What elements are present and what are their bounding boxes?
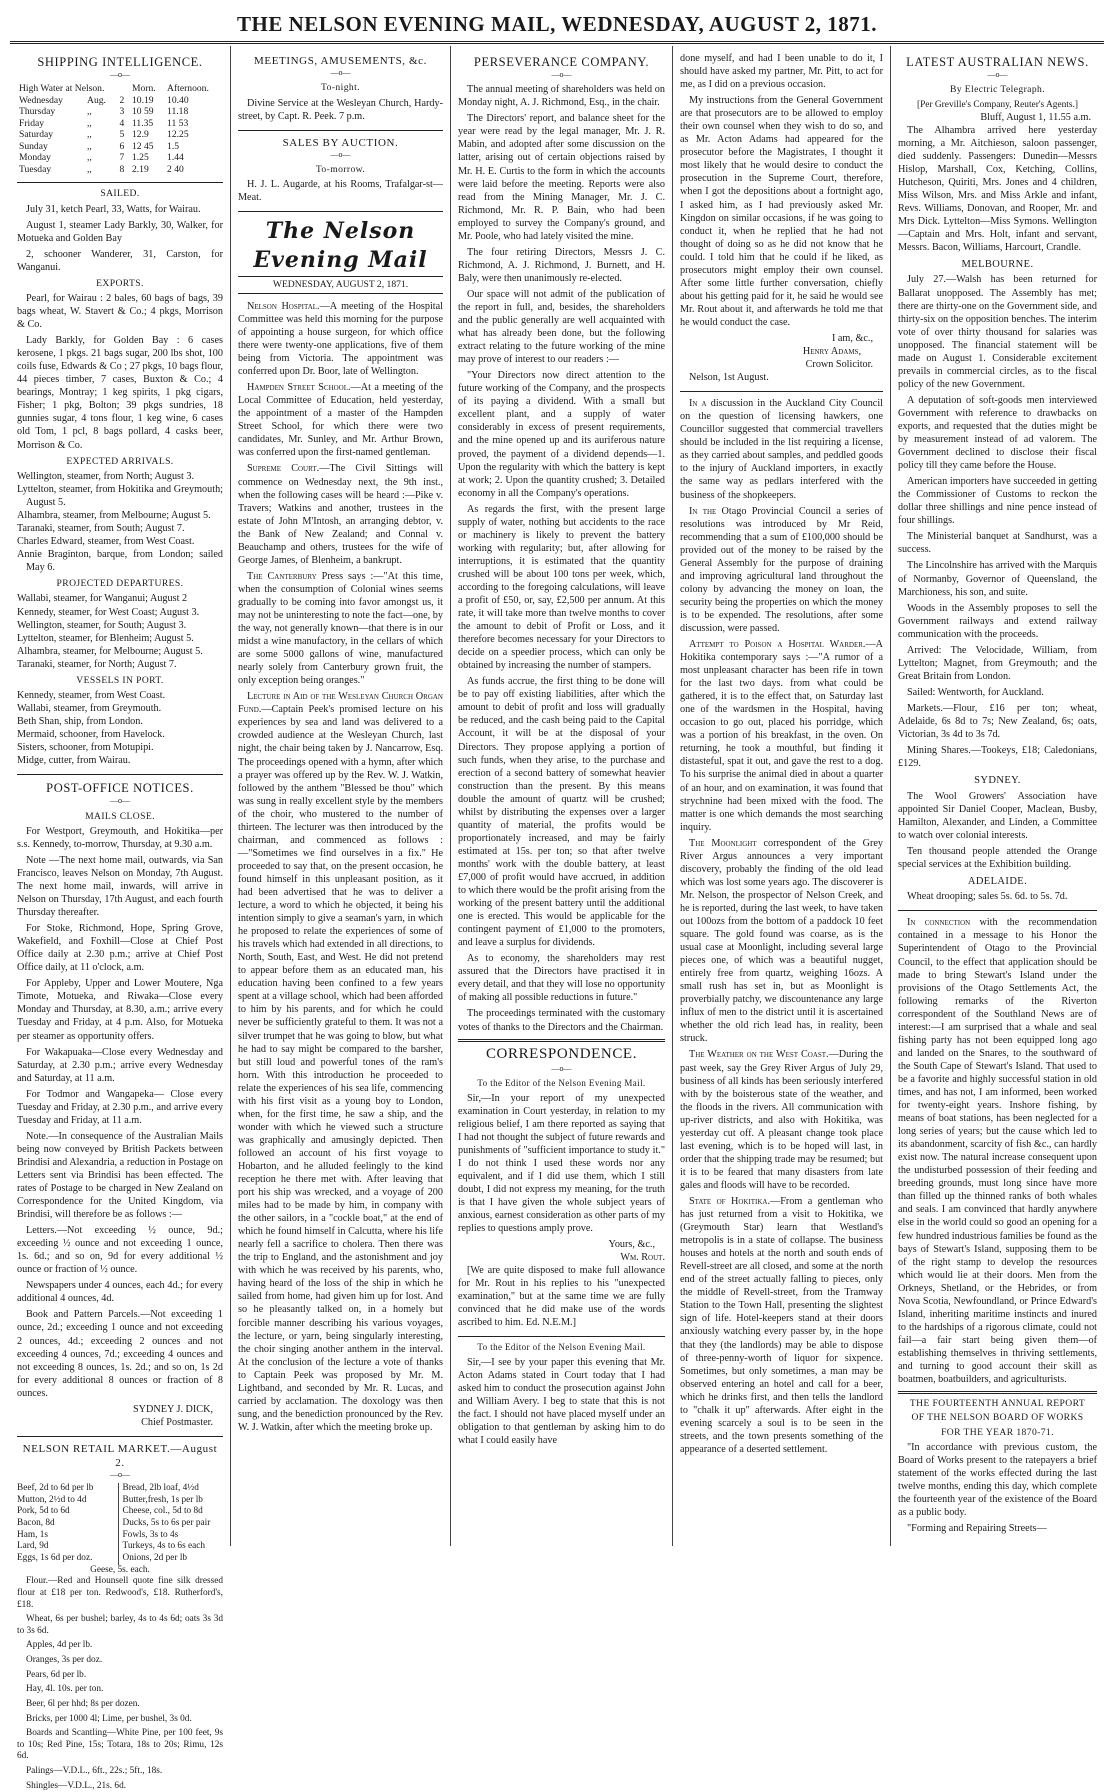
market-left (17, 1483, 118, 1564)
tide-cell-mark: ,, (87, 140, 92, 152)
column-1 (10, 46, 230, 1791)
tide-cell-date: 8 (119, 163, 125, 175)
tide-aft-header: Afternoon. (167, 83, 209, 95)
news-paragraph: The Alhambra arrived here yesterday morning, a Mr. Aitchieson, saloon passenger, died suddenly. Passengers: Dunedin—Messrs Hislop, Marshall, Cox, Ketching, Collins, Hutcheson, Quiriti, Mrs. Jones and 4 children, Miss Wilson, Mrs. and Miss Arkle and infant, Revs. Williams, Donovan, and Rooper, Mr. and Mrs Dick. Lyttelton—Miss Symons. Wellington—Captain and Mrs. Holt, infant and servant, Messrs. Bacon, Williams, Harcourt, Crandle. (898, 124, 1097, 253)
divider (238, 211, 443, 212)
tide-cell-mark: ,, (87, 152, 92, 164)
tide-cell-date: 6 (119, 140, 125, 152)
market-item: Mutton, 2½d to 4d (17, 1494, 87, 1505)
market-prices (17, 1483, 223, 1564)
market-item: Turkeys, 4s to 6s each (122, 1541, 206, 1552)
tomorrow-label: To-morrow. (315, 163, 366, 175)
news-paragraph: Wheat drooping; sales 5s. 6d. to 5s. 7d. (907, 891, 1068, 903)
letter-rout: Sir,—In your report of my unexpected examination in Court yesterday, in relation to my religious belief, I am there reported as saying that I had not thought the subject of future rewards and punishments of "sufficient importance to study it." I do not think I used these words nor any equivalent, and if I did use them, which I still doubt, I did not express my meaning, for the truth is that I have given the whole subject years of anxious, earnest consideration as other parts of my replies to questions amply prove. (458, 1092, 665, 1234)
export-item: Pearl, for Wairau : 2 bales, 60 bags of bags, 39 bags wheat, W. Stavert & Co.; 4 pkgs, Morrison & Co. (17, 293, 223, 331)
meeting-item: Divine Service at the Wesleyan Church, Hardy-street, by Capt. R. Peek. 7 p.m. (238, 97, 443, 122)
market-item: Fowls, 3s to 4s (122, 1529, 179, 1540)
board-works-title-3: FOR THE YEAR 1870-71. (941, 1426, 1054, 1438)
tide-row (17, 118, 223, 130)
ornament: —o— (110, 70, 130, 79)
article-paragraph: As regards the first, with the present large supply of water, nothing but accidents to the race or machinery is likely to prevent the battery working with regularity; but, after allowing for interruptions, it is estimated that the quantity crushed will be about 100 tons per week, which, according to the foregoing calculations, will leave a profit of £50, or, say, £2,500 per annum. At this rate, it will take more than twelve months to cover the amount to debit of Profit or Loss, and it therefore becomes necessary for your Directors to decide on a speedier process, which can only be obtained by increasing the number of stampers. (458, 503, 665, 672)
tide-cell-aft: 10.40 (167, 94, 189, 106)
market-item: Butter,fresh, 1s per lb (122, 1494, 203, 1505)
article-paragraph: As to economy, the shareholders may rest assured that the Directors have practised it in every detail, and that they will lose no opportunity of making all possible reductions in future." (458, 953, 665, 1004)
ornament: —o— (551, 70, 572, 79)
sailed-item: August 1, steamer Lady Barkly, 30, Walker, for Motueka and Golden Bay (17, 219, 223, 244)
market-item: Bread, 2lb loaf, 4½d (122, 1483, 199, 1494)
tide-cell-mark: ,, (87, 163, 92, 175)
stewart-text: with the recommendation contained in a message to his Honor the Superintendent of Otago to the Provincial Council, to the effect that application should be made to bring Stewart's Island under the provisions of the Otago Settlements Act, the following remarks of the Riverton correspondent of the Southland News are of interest:—I am surprised that a whale and seal fishing party has not been equipped long ago and landed on the Snares, to the southward of the South Cape of Stewart's Island. That used to be a favorite and highly successful station in old times, and has not, I am informed, been worked for twenty-eight years. Inshore fishing, by means of boat stations, has been neglected for a long series of years; but the cause which led to its abandonment, scarcity of fish &c., can hardly exist now. The natural increase consequent upon the undisturbed possession of their feeding and breeding grounds, must long since have more than filled up the thinned ranks of both whales and seals. I am convinced that hardly anywhere else in the world could so good an opening for a few hundred industrious families be found as the bays of Stewart's Island, supposing them to be of the right stamp to develop the resources which would lie at their doors. Men from the Orkneys, Shetland, or the Hebrides, or from Nova Scotia, Newfoundland, or Prince Edward's Island, inheriting maritime instincts and inured to the hardships of a rigorous climate, could not fail—a fair start being given them—of establishing themselves in thriving settlements, and turning to good account their skill as boatmen, boatbuilders, and agriculturists. (898, 917, 1097, 1386)
news-paragraph: Arrived: The Velocidade, William, from Lyttelton; Magnet, from Greymouth; and the Great Britain from London. (898, 644, 1097, 682)
column-5 (890, 46, 1104, 1546)
divider (680, 391, 883, 392)
projected-item: Wellington, steamer, for South; August 3. (17, 619, 187, 631)
exports-list (17, 292, 223, 452)
sailed-heading: SAILED. (100, 188, 140, 200)
tide-row (17, 106, 223, 118)
tide-cell-day: Sunday (19, 140, 48, 152)
school-text: —At a meeting of the Local Committee of Education, held yesterday, the appointment of a master of the Hampden Street School, for which there were two candidates, Mr. Sunley, and Mr. Arthur Brown, was conferred upon the first-named gentleman. (238, 382, 443, 459)
letter-rout-closing: Yours, &c., (608, 1239, 655, 1251)
mails-note: Note —The next home mail, outwards, via San Francisco, leaves Nelson on Monday, 7th August. The next home mail, inwards, will arrive in Nelson on Thursday, 17th August, and each fourth Thursday thereafter. (17, 854, 223, 919)
tide-cell-day: Saturday (19, 129, 54, 141)
market-heading: NELSON RETAIL MARKET.—August 2. (22, 1442, 218, 1469)
telegraph-label: By Electric Telegraph. (949, 84, 1046, 96)
market-item: Pears, 6d per lb. (26, 1669, 87, 1680)
ornament: —o— (987, 70, 1008, 79)
mails-stoke: For Stoke, Richmond, Hope, Spring Grove, Wakefield, and Foxhill—Close at Chief Post Office daily at 2.30 p.m.; arrive at Chief Post Office daily, at 11 o'clock, a.m. (17, 923, 223, 974)
tide-rows (17, 95, 223, 176)
news-paragraph: Markets.—Flour, £16 per ton; wheat, Adelaide, 6s 8d to 7s; New Zealand, 6s; oats, Victorian, 3s 4d to 3s 7d. (898, 702, 1097, 741)
tide-cell-aft: 12.25 (167, 129, 189, 141)
article-paragraph: Our space will not admit of the publication of the report in full, and, besides, the shareholders and the public generally are well acquainted with what has already been done, but the following extract relating to the future working of the mine may prove of interest to our readers :— (458, 288, 665, 366)
shipping-heading: SHIPPING INTELLIGENCE. (37, 55, 203, 69)
tide-cell-day: Wednesday (19, 94, 63, 106)
market-item: Apples, 4d per lb. (26, 1640, 93, 1651)
market-item: Lard, 9d (17, 1541, 49, 1552)
news-paragraph: The Wool Growers' Association have appointed Sir Daniel Cooper, Maclean, Busby, Hamilton, Alexander, and Linden, a Committee to watch over colonial interests. (898, 790, 1097, 841)
board-works-title-2: OF THE NELSON BOARD OF WORKS (911, 1412, 1084, 1424)
postmaster-name: SYDNEY J. DICK, (133, 1403, 213, 1415)
letter-adams-cont: done myself, and had I been unable to do it, I should have asked my partner, Mr. Pitt, to act for me, as I did on a previous occasion. (680, 53, 883, 91)
expected-item: Taranaki, steamer, from South; August 7. (17, 523, 185, 535)
school-lead: Hampden Street School. (247, 382, 351, 394)
board-works-title-1: THE FOURTEENTH ANNUAL REPORT (909, 1398, 1086, 1410)
auction-heading: SALES BY AUCTION. (282, 136, 399, 149)
column-3 (450, 46, 672, 1546)
dateline: WEDNESDAY, AUGUST 2, 1871. (238, 276, 443, 294)
expected-item: Charles Edward, steamer, from West Coast. (17, 536, 195, 548)
mails-wakapuaka: For Wakapuaka—Close every Wednesday and Saturday, at 2.30 p.m.; arrive every Wednesday and Saturday, at 11 a.m. (17, 1046, 223, 1084)
court-text: —The Civil Sittings will commence on Wednesday next, the 9th inst., when the following cases will be heard :—Pike v. Travers; Watkins and another, trustees in the estate of John M'Intosh, an arranging debtor, v. the Bank of New Zealand; and Connal v. Beauchamp and others, trustees for the wife of George James, of Blenheim, a bankrupt. (238, 463, 443, 566)
article-paragraph: The Directors' report, and balance sheet for the year were read by the legal manager, Mr. J. R. Mabin, and adopted after some discussion on the latter, arising out of certain objections raised by Mr. H. E. Curtis to the form in which the accounts were laid before the meeting. Reports were also read from the Mining Manager, Mr. J. C. Richmond, Mr. R. P. Bain, who had been employed to survey the Company's ground, and Mr. Poole, who had lately visited the mine. (458, 113, 665, 242)
canterbury-text: Press says :—"At this time, when the consumption of Colonial wines seems gradually to be coming into favor amongst us, it may not be uninteresting to note the fact—one, by the way, not generally known—that there is in our midst a wine manufactory, in the cellars of which are some 5000 gallons of wine, manufactured nearly solely from Canterbury grown fruit, the only exception being oranges." (238, 570, 443, 687)
post-office-heading: POST-OFFICE NOTICES. (46, 781, 194, 796)
tide-cell-morn: 10.19 (131, 94, 154, 106)
perseverance-heading: PERSEVERANCE COMPANY. (473, 55, 650, 69)
tide-cell-morn: 12.9 (131, 129, 149, 141)
projected-item: Lyttelton, steamer, for Blenheim; August 5. (17, 632, 194, 644)
market-geese: Geese, 5s. each. (90, 1564, 150, 1575)
tide-cell-aft: 1.44 (167, 152, 184, 164)
to-editor-2: To the Editor of the Nelson Evening Mail. (477, 1342, 646, 1353)
market-item: Ham, 1s (17, 1529, 48, 1540)
market-item: Flour.—Red and Hounsell quote fine silk dressed flour at £18 per ton. Redwood's, £18. Rutherford's, £18. (17, 1576, 223, 1610)
news-paragraph: Sailed: Wentworth, for Auckland. (907, 686, 1044, 698)
market-item: Hay, 4l. 10s. per ton. (26, 1684, 104, 1695)
expected-item: Alhambra, steamer, from Melbourne; August 5. (17, 509, 211, 521)
tide-table (17, 83, 223, 175)
tide-cell-date: 2 (119, 94, 125, 106)
projected-heading: PROJECTED DEPARTURES. (56, 578, 184, 590)
tide-cell-date: 3 (119, 106, 125, 118)
article-paragraph: The four retiring Directors, Messrs J. C. Richmond, A. J. Richmond, J. Burnett, and H. Baly, were then unanimously re-elected. (458, 246, 665, 284)
tide-cell-mark: ,, (87, 106, 92, 118)
lecture-text: —Captain Peek's promised lecture on his experiences by sea and land was delivered to a crowded audience at the Wesleyan Church, last night, the chair being taken by J. Nancarrow, Esq. The proceedings opened with a hymn, after which a prayer was offered up by the Rev. W. J. Watkin, followed by the anthem "Blessed be thou" which was sung in really excellent style by the members of the choir, who mustered to the number of thirteen. The lecturer was then introduced by the chairman, and commenced as follows :—"Sometimes we find ourselves in a fix." He proceeded to say that, on the present occasion, he found himself in this unpleasant position, as it had been advertised that he was to deliver a lecture, a word to which he objected, it being his intention simply to give a seaman's yarn, in which he proposed to relate the experiences of some of his travels which had extended in all directions, to North, South, East, and West. He did not pretend to appear before them as an educated man, his education having been confined to a few years spent at a village school, which had been afforded to him by his parents, and for which he could never be sufficiently grateful to them. It was not a silver trumpet that he was going to blow, but what he had to say might be compared to the barsher, but still loud and powerful tones of the ram's horn. With this introduction he proceeded to relate the experiences of his sea life, commencing with his first visit as a young boy to London, when, for the first time, he saw a ship, and the wonder with which he viewed such a structure was graphically and amusingly depicted. Then followed an account of his first voyage to Hobarton, and he alluded feelingly to the kind reception he there met with. After leaving that port his ship was wrecked, and a voyage of 200 miles had to be made by him, in company with the other sailors, in a "cockle boat," at the end of which he found himself in Calcutta, where his life nearly fell a sacrifice to cholera. Then there was the trip to England, and the astonishment and joy with which he was received by his parents, who, having heard of the loss of the ship in which he sailed from home, had given him up for lost. And so he pleasantly talked on, in a homely but forcible manner describing his various voyages, the lecture, or yarn, being singularly interesting, the choir singing another anthem in the interval. At the conclusion of the lecture a vote of thanks to Captain Peek was proposed by Mr. M. Lightband, and seconded by Mr. R. Lucas, and carried by acclamation. The doxology was then sung, and the benediction pronounced by the Rev. W. J. Watkin, after which the meeting broke up. (238, 704, 443, 1433)
weather-lead: The Weather on the West Coast. (689, 1049, 829, 1061)
adelaide-heading: ADELAIDE. (967, 875, 1028, 887)
port-list (17, 689, 223, 767)
column-4 (672, 46, 890, 1546)
sailed-list (17, 203, 223, 274)
market-item: Cheese, col., 5d to 8d (122, 1506, 203, 1517)
tide-cell-morn: 2.19 (131, 163, 149, 175)
editor-note: [We are quite disposed to make full allowance for Mr. Rout in his replies to his "unexpected examination," but at the same time we are fully convinced that he did make use of the words ascribed to him. Ed. N.E.M.] (458, 1265, 665, 1329)
sailed-item: July 31, ketch Pearl, 33, Watts, for Wairau. (26, 203, 201, 215)
adams-place: Nelson, 1st August. (689, 372, 769, 384)
tide-cell-mark: ,, (87, 117, 92, 129)
port-item: Sisters, schooner, from Motupipi. (17, 742, 154, 754)
tide-cell-aft: 2 40 (167, 163, 184, 175)
court-lead: Supreme Court. (247, 463, 320, 475)
masthead: THE NELSON EVENING MAIL, WEDNESDAY, AUGUST 2, 1871. (237, 12, 877, 36)
divider (17, 1436, 223, 1437)
tide-cell-aft: 11.18 (167, 106, 189, 118)
moonlight-text: correspondent of the Grey River Argus announces a very important discovery, probably the finding of the old lead which was lost some years ago. The discoverer is Mr. Nelson, the prospector of Nelson Creek, and he is reported, during the last week, to have taken out 100ozs from the bottom of a paddock 10 feet square. The gold found was coarse, as is the usual case at Moonlight, including several large pieces one, of which was a beautiful nugget, entirely free from quartz, weighing 16ozs. A small rush has set in, but as Moonlight is proverbially patchy, we discountenance any large influx of men to the district until it is ascertained whether the old rich lead has, in reality, been struck. (680, 837, 883, 1045)
poison-text: —A Hokitika contemporary says :—"A rumor of a most unpleasant character has been rife in town for the last two days. from what could be gathered, it is to the effect that, on Saturday last one of the wardsmen in the Hospital, having occasion to go out, placed his porridge, which was a portion of his breakfast, in the oven. On returning, he took a mouthful, but finding it distasteful, spat it out, and gave the rest to a dog. To his surprise the animal died in about a quarter of an hour, and on examination, it was found that strychnine had been mixed with the food. The matter is one which demands the most searching inquiry. (680, 639, 883, 833)
postmaster-title: Chief Postmaster. (141, 1416, 213, 1428)
projected-item: Alhambra, steamer, for Melbourne; August 5. (17, 645, 203, 657)
tide-row (17, 95, 223, 107)
tide-row (17, 164, 223, 176)
projected-item: Wallabi, steamer, for Wanganui; August 2 (17, 593, 188, 605)
mails-newspapers: Newspapers under 4 ounces, each 4d.; for every additional 4 ounces, 4d. (17, 1280, 223, 1305)
weather-text: —During the past week, say the Grey River Argus of July 29, business of all kinds has been seriously interfered with by the boisterous state of the weather, and the floods in the rivers. All communication with up-river districts, and also with Hokitika, was yesterday cut off. A pleasant change took place last evening, which is to be hoped will last, in order that the shipping trade may be resumed; but it is to be feared that many disasters from late gales and floods will have to be recorded. (680, 1049, 883, 1191)
market-item: Shingles—V.D.L., 21s. 6d. (26, 1780, 127, 1791)
tide-row (17, 129, 223, 141)
sailed-item: 2, schooner Wanderer, 31, Carston, for Wanganui. (17, 248, 223, 273)
adams-title: Crown Solicitor. (805, 359, 873, 371)
expected-item: Annie Braginton, barque, from London; sailed May 6. (17, 549, 223, 574)
tide-cell-day: Monday (19, 152, 51, 164)
news-paragraph: July 27.—Walsh has been returned for Ballarat unopposed. The Assembly has met; there are thirty-one on the Government side, and thirty-six on the opposition benches. The interim vote of over thirty thousand for salaries was unopposed. The financial statement will be made on August 1. Considerable excitement prevails in commercial circles, as to the fiscal policy of the new Government. (898, 274, 1097, 390)
column-2 (230, 46, 450, 1546)
ornament: —o— (110, 796, 130, 806)
ornament: —o— (330, 68, 351, 78)
auction-item: H. J. L. Augarde, at his Rooms, Trafalgar-st—Meat. (238, 179, 443, 204)
tide-cell-date: 5 (119, 129, 125, 141)
projected-item: Taranaki, steamer, for North; August 7. (17, 658, 177, 670)
poison-lead: Attempt to Poison a Hospital Warder. (689, 639, 866, 651)
hokitika-text: —From a gentleman who has just returned from a visit to Hokitika, we (Greymouth Star) learn that Westland's metropolis is in a state of collapse. The business houses and hotels at the north and south ends of Revell-street are all closed, and some at the north end of the street actually falling to pieces, only the middle of Revell-street, from the Tramway Station to the Town Hall, presenting the slightest sign of life. Hotel-keepers stand at their doors anxiously watching every passer by, in the hope that they (the landlords) may be able to dispose of three-penny-worth of liquor for sixpence. Sometimes, but only sometimes, a man may be observed entering an hotel and call for a beer, which he drinks first, and then tells the landlord to "chalk it up" afterwards. After eight in the evening scarcely a soul is to be seen in the streets, and the town presents something of the appearance of a deserted settlement. (680, 1195, 883, 1455)
port-heading: VESSELS IN PORT. (76, 674, 164, 686)
divider (458, 1336, 665, 1337)
tide-cell-mark: Aug. (87, 94, 106, 106)
mails-book-parcels: Book and Pattern Parcels.—Not exceeding 1 ounce, 2d.; exceeding 1 ounce and not exceeding 2 ounces, 4d.; exceeding 2 ounces and not exceeding 4 ounces, 7d.; exceeding 4 ounces and not exceeding 8 ounces, 1s. 2d.; and so on, 1s 2d for every additional 8 ounces or fraction of 8 ounces. (17, 1309, 223, 1399)
tide-cell-mark: ,, (87, 129, 92, 141)
hospital-text: —A meeting of the Hospital Committee was held this morning for the purpose of appointing a house surgeon, for which office there were twenty-one applications, five of them being from Victoria. The appointment was conferred upon Dr. Boor, late of Wellington. (238, 300, 443, 378)
adams-closing: I am, &c., (831, 332, 873, 344)
market-item: Bricks, per 1000 4l; Lime, per bushel, 3s 0d. (26, 1713, 192, 1724)
adams-signature: Henry Adams, (802, 346, 861, 358)
tide-cell-day: Friday (19, 117, 45, 129)
news-paragraph: Mining Shares.—Tookeys, £18; Caledonians, £129. (898, 745, 1097, 770)
letter-adams-cont: My instructions from the General Government are that prosecutors are to be allowed to employ their own counsel when they wish to do so, and as Mr. Acton Adams had appeared for the prosecutor before the Magistrates, I thought it most likely that he would desire to conduct the prosecution in the Supreme Court, therefore, when I got the depositions about a fortnight ago, I asked him, as I had previously asked Mr. Kingdon on similar occasions, if he was going to conduct it, when he replied that he had not thought of doing so as he did not know that he could. I told him that he could if he liked, as prosecutors might employ their own counsel. After some little further conversation, chiefly about his getting paid for it, he said he would see Mr. Rout about it, and afterwards he told me that he would conduct the case. (680, 95, 883, 328)
columns (10, 46, 1104, 1791)
market-item: Pork, 5d to 6d (17, 1506, 70, 1517)
mails-note-2: Note.—In consequence of the Australian Mails being now conveyed by British Packets between Brindisi and Alexandria, a reduction in Postage on Letters sent via Brindisi has been effected. The rates of Postage to be charged in New Zealand on Correspondence for the United Kingdom, via Brindisi, will therefore be as follows :— (17, 1130, 223, 1221)
news-paragraph: The Lincolnshire has arrived with the Marquis of Normanby, Governor of Queensland, the Marchioness, his son, and suite. (898, 560, 1097, 598)
article-paragraph: The annual meeting of shareholders was held on Monday night, A. J. Richmond, Esq., in the chair. (458, 84, 665, 109)
tide-morn-header: Morn. (131, 83, 156, 95)
mails-heading: MAILS CLOSE. (85, 810, 155, 822)
market-rest (17, 1576, 223, 1792)
expected-item: Wellington, steamer, from North; August 3. (17, 470, 195, 482)
market-item: Ducks, 5s to 6s per pair (122, 1518, 211, 1529)
news-paragraph: American importers have succeeded in getting the Commissioner of Customs to reckon the dollar three shillings and nine pence instead of four shillings. (898, 476, 1097, 527)
board-works-text: "In accordance with previous custom, the Board of Works present to the ratepayers a brief statement of the works effected during the last twelve months, ending this day, which complete the fourteenth year of the existence of the Board as a public body. (898, 1441, 1097, 1519)
melbourne-heading: MELBOURNE. (961, 259, 1034, 271)
tide-row (17, 141, 223, 153)
tide-cell-morn: 1.25 (131, 152, 149, 164)
news-paragraph: The Ministerial banquet at Sandhurst, was a success. (898, 531, 1097, 556)
divider (17, 774, 223, 775)
market-right (118, 1483, 224, 1564)
canterbury-lead: The Canterbury (247, 570, 317, 582)
mails-letters: Letters.—Not exceeding ½ ounce, 9d.; exceeding ½ ounce and not exceeding 1 ounce, 1s. 6d.; and so on, 9d for every additional ½ ounce or fraction of ½ ounce. (17, 1225, 223, 1276)
ornament: —o— (110, 1470, 130, 1480)
ornament: —o— (330, 149, 351, 159)
divider (898, 1391, 1097, 1394)
market-item: Onions, 2d per lb (122, 1552, 188, 1563)
paper-name-title: The Nelson Evening Mail (253, 218, 428, 273)
market-item: Boards and Scantling—White Pine, per 100 feet, 9s to 10s; Red Pine, 15s; Totara, 18s to 20s; Rimu, 12s 6d. (17, 1728, 223, 1762)
exports-heading: EXPORTS. (96, 277, 144, 289)
tide-header (17, 83, 223, 95)
port-item: Midge, cutter, from Wairau. (17, 755, 131, 767)
moonlight-lead: The Moonlight (689, 837, 757, 849)
otago-lead: In the (689, 505, 717, 517)
tide-cell-morn: 12 45 (131, 140, 154, 152)
projected-item: Kennedy, steamer, for West Coast; August 3. (17, 606, 200, 618)
otago-text: Otago Provincial Council a series of resolutions was introduced by Mr Reid, recommending that a sum of £100,000 should be provided out of the money to be raised by the General Assembly for the purpose of draining and improving agricultural land throughout the colony by advancing the money on loan, the security being the properties on which the money is to be expended. The resolutions, after some discussion, were passed. (680, 505, 884, 634)
tide-cell-morn: 11.35 (131, 117, 154, 129)
australian-news-heading: LATEST AUSTRALIAN NEWS. (906, 55, 1089, 69)
divider (458, 1039, 665, 1042)
letter-adams: Sir,—I see by your paper this evening that Mr. Acton Adams stated in Court today that I had asked him to conduct the prosecution against John and William Avery. I beg to state that this is not the fact. I should not have placed myself under an obligation to that gentleman by asking him to do what I could easily have (458, 1356, 665, 1447)
telegraph-source: [Per Greville's Company, Reuter's Agents.] (916, 99, 1079, 110)
article-paragraph: "Your Directors now direct attention to the future working of the Company, and the prospects of its paying a dividend. With a small but excellent plant, and a supply of water considerably in excess of present requirements, and the mine opened up and its auriferous nature proved, the payment of a dividend depends—1. Upon the regularity with which the battery is kept at work; 2. Upon the quantity crushed; 3. Detailed economy in all the Company's operations. (458, 370, 665, 499)
tide-cell-day: Thursday (19, 106, 56, 118)
meetings-heading: MEETINGS, AMUSEMENTS, &c. (254, 55, 427, 67)
tide-cell-date: 4 (119, 117, 125, 129)
tonight-label: To-night. (321, 82, 360, 94)
hokitika-lead: State of Hokitika. (689, 1195, 771, 1207)
market-item: Wheat, 6s per bushel; barley, 4s to 4s 6d; oats 3s 3d to 3s 6d. (17, 1614, 223, 1636)
masthead-rule (10, 41, 1104, 44)
market-item: Palings—V.D.L., 6ft., 22s.; 5ft., 18s. (26, 1765, 163, 1776)
article-paragraph: As funds accrue, the first thing to be done will be to pay off existing liabilities, after which the amount to debit of profit and loss will gradually be reduced, and the cash being paid to the Capital Account, it will be at the disposal of your Directors. They propose applying a portion of such funds, when they arise, to the purchase and erection of a second battery of somewhat heavier construction than the present. By this means double the amount of quartz will be crushed; whilst by distributing the expenses over a larger quantity of material, the profits would be proportionately increased, and may be fairly estimated at 15s. per ton; so that after twelve months' work with the double battery, at least £7,000 of profit would have accrued, in addition to which there would be the profit arising from the working of the present battery until the additional one is erected. This would be applicable for the contingent payment of £1,000 to the promoters, and leave a surplus for dividends. (458, 676, 665, 949)
mails-todmor: For Todmor and Wangapeka— Close every Tuesday and Friday, at 2.30 p.m., and arrive every Tuesday and Friday, at 11 a.m. (17, 1088, 223, 1126)
to-editor: To the Editor of the Nelson Evening Mail. (477, 1077, 646, 1088)
port-item: Beth Shan, ship, from London. (17, 716, 143, 728)
mails-appleby: For Appleby, Upper and Lower Moutere, Nga Timote, Motueka, and Riwaka—Close every Monday and Thursday, at 8.30, a.m.; arrive every Tuesday and Friday, at 4 p.m. Also, for Motueka per steamer as opportunity offers. (17, 978, 223, 1042)
news-paragraph: A deputation of soft-goods men interviewed Government with reference to drawbacks on exports, and requested that the duties might be by measurement instead of ad valorem. The Government declined to disclose their fiscal policy till they came before the House. (898, 394, 1097, 472)
expected-heading: EXPECTED ARRIVALS. (66, 455, 174, 467)
hospital-lead: Nelson Hospital. (247, 300, 320, 312)
tide-caption: High Water at Nelson. (19, 83, 105, 95)
board-works-text-2: "Forming and Repairing Streets— (907, 1523, 1047, 1535)
lecture-lead: Lecture in Aid of the Wesleyan Church Organ Fund. (238, 691, 443, 716)
correspondence-heading: CORRESPONDENCE. (485, 1045, 638, 1062)
market-item: Oranges, 3s per doz. (26, 1655, 103, 1666)
tide-cell-aft: 1.5 (167, 140, 180, 152)
sydney-heading: SYDNEY. (974, 775, 1021, 787)
article-paragraph: The proceedings terminated with the customary votes of thanks to the Directors and the Chairman. (458, 1008, 665, 1033)
tide-cell-day: Tuesday (19, 163, 52, 175)
divider (17, 182, 223, 183)
news-paragraph: Woods in the Assembly proposes to sell the Government railways and extend railway communication with the proceeds. (898, 602, 1097, 640)
market-item: Beer, 6l per hhd; 8s per dozen. (26, 1698, 140, 1709)
market-item: Bacon, 8d (17, 1518, 55, 1529)
projected-list (17, 592, 223, 670)
stewart-lead: In connection (907, 917, 971, 929)
market-item: Beef, 2d to 6d per lb (17, 1483, 94, 1494)
market-item: Eggs, 1s 6d per doz. (17, 1552, 93, 1563)
expected-list (17, 470, 223, 574)
auckland-lead: In a (689, 398, 707, 410)
export-item: Lady Barkly, for Golden Bay : 6 cases kerosene, 1 pkgs. 21 bags sugar, 200 lbs shot, 100 coils fuse, Edwards & Co ; 27 pkgs, 10 bags flour, 44 pieces timber, 7 cases, Buxton & Co.; 4 bearings, Montray; 1 keg spirits, 1 pkg cigars, Fisher; 1 pkg, Bolton; 39 pkgs sundries, 18 gunnies sugar, 4 tons flour, 1 keg wine, 6 cases old Tom, 1 pcl, 8 bags pollard, 4 casks beer, Morrison & Co. (17, 335, 223, 451)
bluff-dateline: Bluff, August 1, 11.55 a.m. (980, 111, 1091, 123)
expected-item: Lyttelton, steamer, from Hokitika and Greymouth; August 5. (17, 483, 223, 508)
port-item: Wallabi, steamer, from Greymouth. (17, 703, 162, 715)
port-item: Kennedy, steamer, from West Coast. (17, 690, 166, 702)
tide-cell-morn: 10 59 (131, 106, 154, 118)
mails-westport: For Westport, Greymouth, and Hokitika—per s.s. Kennedy, to-morrow, Thursday, at 9.30 a.m. (17, 825, 223, 850)
divider (898, 910, 1097, 911)
tide-cell-date: 7 (119, 152, 125, 164)
news-paragraph: Ten thousand people attended the Orange special services at the Exhibition building. (898, 845, 1097, 870)
tide-cell-aft: 11 53 (167, 117, 189, 129)
auckland-text: discussion in the Auckland City Council on the question of licensing hawkers, one Councillor suggested that commercial travellers should be included in the list requiring a license, as they carried about samples, and peddled goods to the injury of Auckland importers, in exactly the same way as pedlars interfered with the business of the shopkeepers. (680, 398, 883, 501)
ornament: —o— (551, 1063, 572, 1073)
port-item: Mermaid, schooner, from Havelock. (17, 729, 165, 741)
divider (238, 130, 443, 131)
letter-rout-signature: Wm. Rout. (620, 1252, 665, 1264)
tide-row (17, 152, 223, 164)
